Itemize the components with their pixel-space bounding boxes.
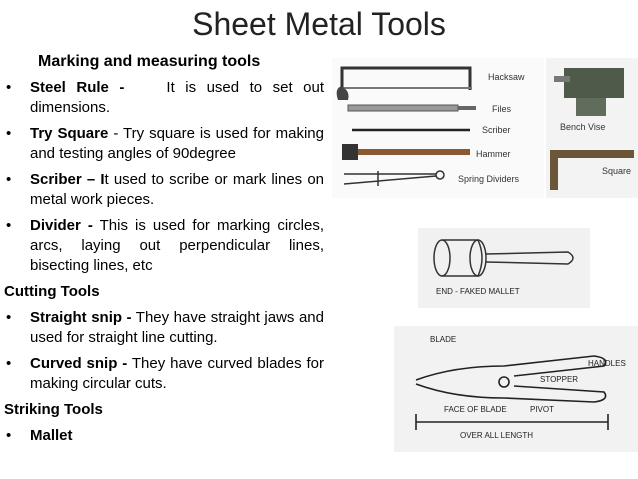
- square-label: Square: [602, 166, 632, 176]
- item-term: Straight snip -: [30, 309, 132, 326]
- list-item: [4, 170, 324, 210]
- item-term: Divider -: [30, 217, 93, 234]
- hacksaw-label: Hacksaw: [488, 72, 525, 82]
- item-desc: - Try square is used for making and testing angles of 90degree: [30, 125, 324, 162]
- marking-list: [4, 78, 324, 276]
- item-term: Mallet: [30, 427, 73, 444]
- vise-label: Bench Vise: [560, 122, 606, 132]
- hammer-label: Hammer: [476, 149, 511, 159]
- mallet-figure: [418, 228, 590, 308]
- cutting-list: [4, 308, 324, 394]
- item-term: Steel Rule -: [30, 79, 125, 96]
- item-desc: t used to scribe or mark lines on metal work pieces.: [30, 171, 324, 208]
- list-item: [4, 78, 324, 118]
- list-item: [4, 354, 324, 394]
- cutting-heading: Cutting Tools: [4, 283, 100, 300]
- vise-square-figure: [546, 58, 638, 198]
- page-title: Sheet Metal Tools: [192, 6, 446, 42]
- item-term: Curved snip -: [30, 355, 128, 372]
- handles-label: HANDLES: [588, 359, 626, 368]
- mallet-caption: END - FAKED MALLET: [436, 287, 520, 296]
- list-item: [4, 216, 324, 276]
- item-desc: It is used to set out dimensions.: [30, 79, 325, 116]
- item-desc: This is used for marking circles, arcs, laying out perpendicular lines, bisecting lines, etc: [30, 217, 324, 274]
- stopper-label: STOPPER: [540, 375, 579, 384]
- striking-heading: Striking Tools: [4, 401, 103, 418]
- marking-heading: Marking and measuring tools: [38, 53, 261, 70]
- snip-figure: [394, 326, 638, 452]
- list-item: [4, 426, 324, 446]
- blade-label: BLADE: [430, 335, 457, 344]
- face-label: FACE OF BLADE: [444, 405, 507, 414]
- list-item: [4, 124, 324, 164]
- item-desc: They have curved blades for making circular cuts.: [30, 355, 324, 392]
- length-label: OVER ALL LENGTH: [460, 431, 534, 440]
- striking-list: [4, 426, 324, 446]
- item-term: Scriber – I: [30, 171, 105, 188]
- tools-figure: [332, 58, 544, 198]
- text-column: [4, 52, 324, 452]
- item-desc: They have straight jaws and used for straight line cutting.: [30, 309, 324, 346]
- dividers-label: Spring Dividers: [458, 174, 520, 184]
- pivot-label: PIVOT: [530, 405, 555, 414]
- files-label: Files: [492, 104, 512, 114]
- item-term: Try Square: [30, 125, 109, 142]
- file-icon: [348, 105, 476, 111]
- list-item: [4, 308, 324, 348]
- scriber-label: Scriber: [482, 125, 511, 135]
